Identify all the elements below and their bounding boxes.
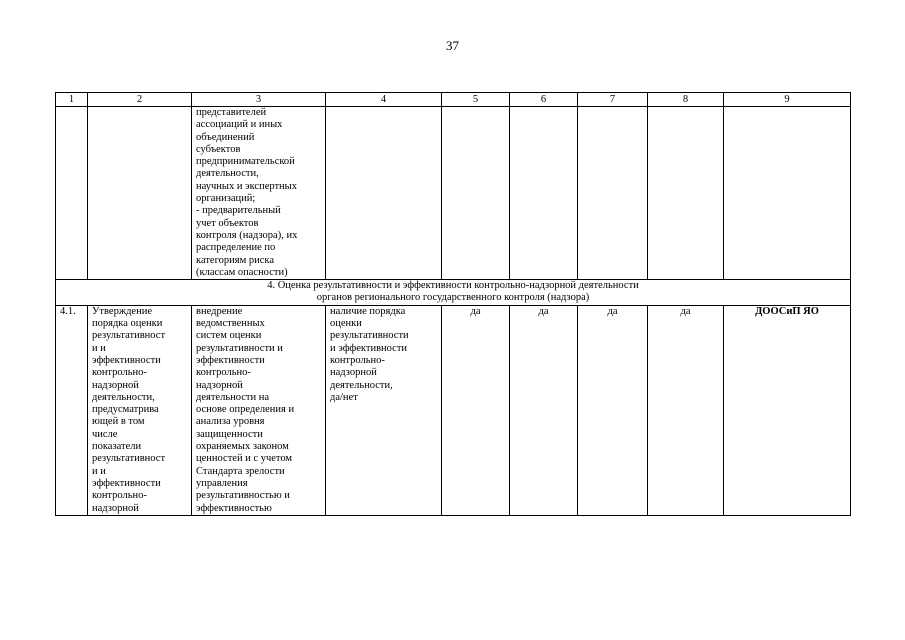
header-cell: 6 bbox=[510, 93, 578, 107]
section-title-line-1: 4. Оценка результативности и эффективности контрольно-надзорной деятельности bbox=[267, 280, 639, 292]
table-row bbox=[56, 305, 851, 515]
section-title-line-2: органов регионального государственного контроля (надзора) bbox=[316, 292, 590, 304]
cell-responsible: ДООСиП ЯО bbox=[724, 305, 851, 515]
cell-value bbox=[510, 107, 578, 280]
section-title bbox=[56, 280, 851, 306]
cell-description: внедрение ведомственных систем оценки результативности и эффективности контрольно- надзорной деятельности на основе определения и анализа уровня защищенности охраняемых законом ценностей и с учетом Стандарта зрелости управления результативностью и эффективностью bbox=[192, 305, 326, 515]
header-cell: 2 bbox=[88, 93, 192, 107]
cell-value bbox=[578, 107, 648, 280]
section-row bbox=[56, 280, 851, 306]
cell-value bbox=[442, 107, 510, 280]
cell-measure bbox=[88, 107, 192, 280]
document-table bbox=[55, 92, 851, 516]
cell-value: да bbox=[510, 305, 578, 515]
cell-value: да bbox=[578, 305, 648, 515]
table-header-row bbox=[56, 93, 851, 107]
header-cell: 5 bbox=[442, 93, 510, 107]
cell-number: 4.1. bbox=[56, 305, 88, 515]
cell-description: представителей ассоциаций и иных объединений субъектов предпринимательской деятельности, научных и экспертных организаций; - предварительный учет объектов контроля (надзора), их распределение по категориям риска (классам опасности) bbox=[192, 107, 326, 280]
cell-indicator: наличие порядка оценки результативности и эффективности контрольно- надзорной деятельности, да/нет bbox=[326, 305, 442, 515]
cell-number bbox=[56, 107, 88, 280]
header-cell: 9 bbox=[724, 93, 851, 107]
cell-responsible bbox=[724, 107, 851, 280]
cell-value: да bbox=[442, 305, 510, 515]
header-cell: 3 bbox=[192, 93, 326, 107]
table-row bbox=[56, 107, 851, 280]
cell-value bbox=[648, 107, 724, 280]
cell-measure: Утверждение порядка оценки результативност и и эффективности контрольно- надзорной деятельности, предусматрива ющей в том числе показатели результативност и и эффективности контрольно- надзорной bbox=[88, 305, 192, 515]
cell-value: да bbox=[648, 305, 724, 515]
header-cell: 4 bbox=[326, 93, 442, 107]
cell-indicator bbox=[326, 107, 442, 280]
page-number: 37 bbox=[446, 38, 459, 53]
header-cell: 8 bbox=[648, 93, 724, 107]
header-cell: 1 bbox=[56, 93, 88, 107]
header-cell: 7 bbox=[578, 93, 648, 107]
